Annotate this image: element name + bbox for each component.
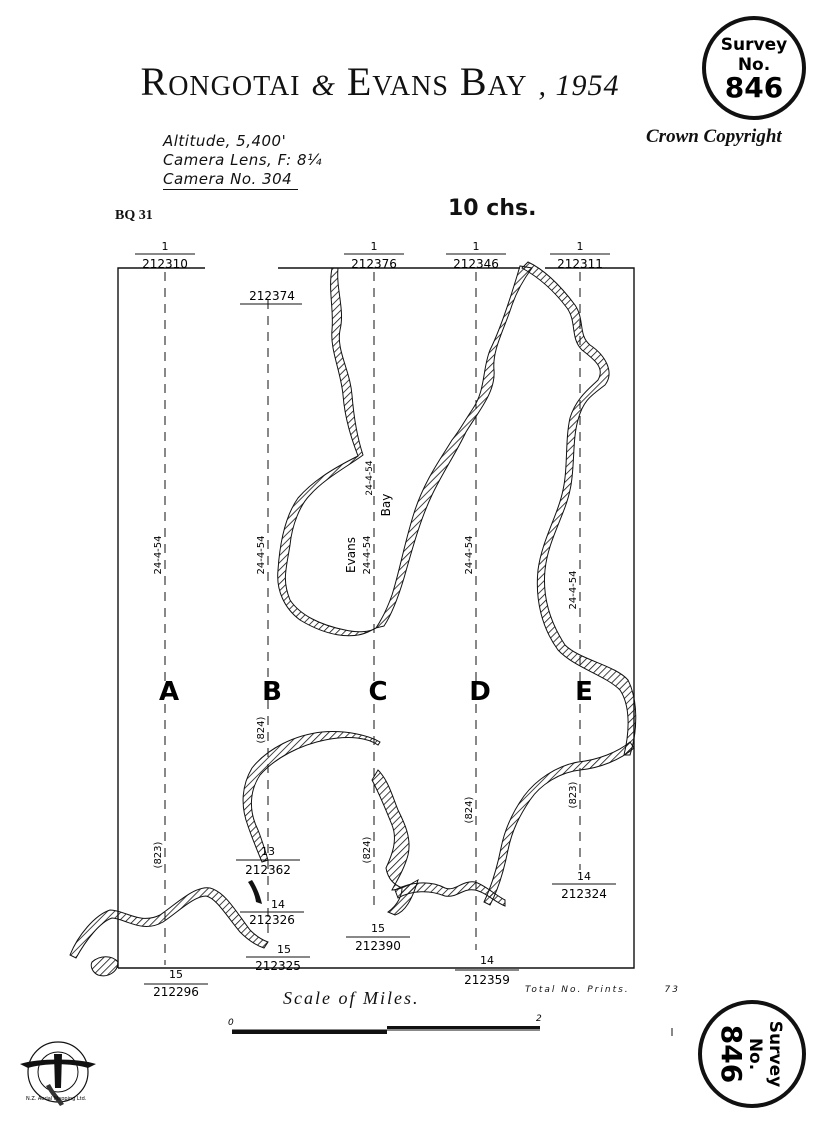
flight-c-run: (824) bbox=[362, 836, 373, 864]
stamp-top-number: 846 bbox=[724, 71, 784, 104]
flight-c-top-number: 1 bbox=[370, 240, 378, 253]
flight-e-bottom-ref: 212324 bbox=[561, 887, 607, 901]
stamp-bottom-line2: No. bbox=[745, 1037, 765, 1071]
title-part2: Evans Bay bbox=[346, 59, 528, 104]
evans-label: Evans bbox=[344, 537, 358, 573]
extra-ref-2-value: 212325 bbox=[255, 959, 301, 973]
flight-d-run: (824) bbox=[464, 796, 475, 824]
flight-c-date: 24-4-54 bbox=[362, 535, 373, 575]
flight-b-bottom-number: 13 bbox=[261, 845, 275, 858]
evans-bay-east-shore bbox=[376, 266, 532, 628]
flight-a-bottom-number: 15 bbox=[169, 968, 183, 981]
sheet-reference: BQ 31 bbox=[115, 208, 153, 223]
flight-b-top-ref: 212374 bbox=[249, 289, 295, 303]
stamp-top-line1: Survey bbox=[720, 35, 788, 55]
flight-d-top-number: 1 bbox=[472, 240, 480, 253]
flight-d-bottom-number: 14 bbox=[480, 954, 494, 967]
south-coastline bbox=[484, 742, 634, 905]
flight-c-bottom-ref: 212390 bbox=[355, 939, 401, 953]
flight-b-date: 24-4-54 bbox=[256, 535, 267, 575]
flight-c-top-ref: 212376 bbox=[351, 257, 397, 271]
lyall-bay-shore bbox=[243, 732, 380, 862]
flight-c-date-upper: 24-4-54 bbox=[365, 460, 375, 496]
title-part1: Rongotai bbox=[140, 59, 301, 104]
flight-e-letter: E bbox=[575, 677, 593, 707]
scale-end: 2 bbox=[536, 1014, 542, 1024]
title-ampersand: & bbox=[311, 69, 336, 102]
flight-c-letter: C bbox=[368, 677, 388, 707]
stamp-bottom-line1: Survey bbox=[765, 1020, 785, 1088]
total-prints bbox=[525, 985, 680, 995]
flight-c-bottom-number: 15 bbox=[371, 922, 385, 935]
stamp-top-line2: No. bbox=[737, 55, 771, 75]
flight-e-date: 24-4-54 bbox=[568, 570, 579, 610]
map-frame bbox=[118, 268, 634, 968]
chain-scale: 10 chs. bbox=[448, 196, 537, 221]
survey-stamp-bottom bbox=[700, 1002, 804, 1106]
flight-d-date: 24-4-54 bbox=[464, 535, 475, 575]
flight-b-bottom-ref: 212362 bbox=[245, 863, 291, 877]
altitude-text: Altitude, 5,400' bbox=[163, 132, 287, 150]
extra-ref-2-number: 15 bbox=[277, 943, 291, 956]
extra-ref-1-value: 212326 bbox=[249, 913, 295, 927]
scale-bar bbox=[228, 1014, 672, 1036]
total-prints-value: 73 bbox=[664, 985, 680, 995]
flight-a-letter: A bbox=[158, 677, 180, 707]
camera-number-text: Camera No. 304 bbox=[163, 170, 298, 190]
flight-e-run: (823) bbox=[568, 781, 579, 809]
flight-a-top-number: 1 bbox=[161, 240, 169, 253]
scale-of-miles-label: Scale of Miles. bbox=[283, 988, 420, 1008]
total-prints-label: Total No. Prints. bbox=[525, 985, 630, 995]
bay-label: Bay bbox=[379, 493, 393, 517]
flight-e-bottom-number: 14 bbox=[577, 870, 591, 883]
small-headland bbox=[248, 880, 262, 904]
title-year: , 1954 bbox=[538, 69, 620, 102]
nz-aerial-mapping-logo bbox=[20, 1042, 96, 1106]
island-rock bbox=[91, 957, 118, 976]
flight-a-run: (823) bbox=[153, 841, 164, 869]
survey-stamp-top bbox=[704, 18, 804, 118]
flight-b-letter: B bbox=[262, 677, 282, 707]
crown-copyright: Crown Copyright bbox=[646, 126, 782, 147]
evans-bay-west-shore bbox=[278, 268, 376, 636]
flight-a-top-ref: 212310 bbox=[142, 257, 188, 271]
flight-e-top-number: 1 bbox=[576, 240, 584, 253]
flight-b-run: (824) bbox=[256, 716, 267, 744]
camera-lens-text: Camera Lens, F: 8¼ bbox=[163, 151, 323, 169]
flight-a-bottom-ref: 212296 bbox=[153, 985, 199, 999]
flight-e-top-ref: 212311 bbox=[557, 257, 603, 271]
flight-d-bottom-ref: 212359 bbox=[464, 973, 510, 987]
logo-text: N.Z. Aerial Mapping Ltd. bbox=[26, 1096, 87, 1102]
flight-a-date: 24-4-54 bbox=[153, 535, 164, 575]
extra-ref-1-number: 14 bbox=[271, 898, 285, 911]
west-south-coastline bbox=[70, 888, 268, 958]
flight-d-letter: D bbox=[469, 677, 491, 707]
scale-start: 0 bbox=[228, 1018, 234, 1028]
flight-d-top-ref: 212346 bbox=[453, 257, 499, 271]
stamp-bottom-number: 846 bbox=[715, 1024, 748, 1084]
